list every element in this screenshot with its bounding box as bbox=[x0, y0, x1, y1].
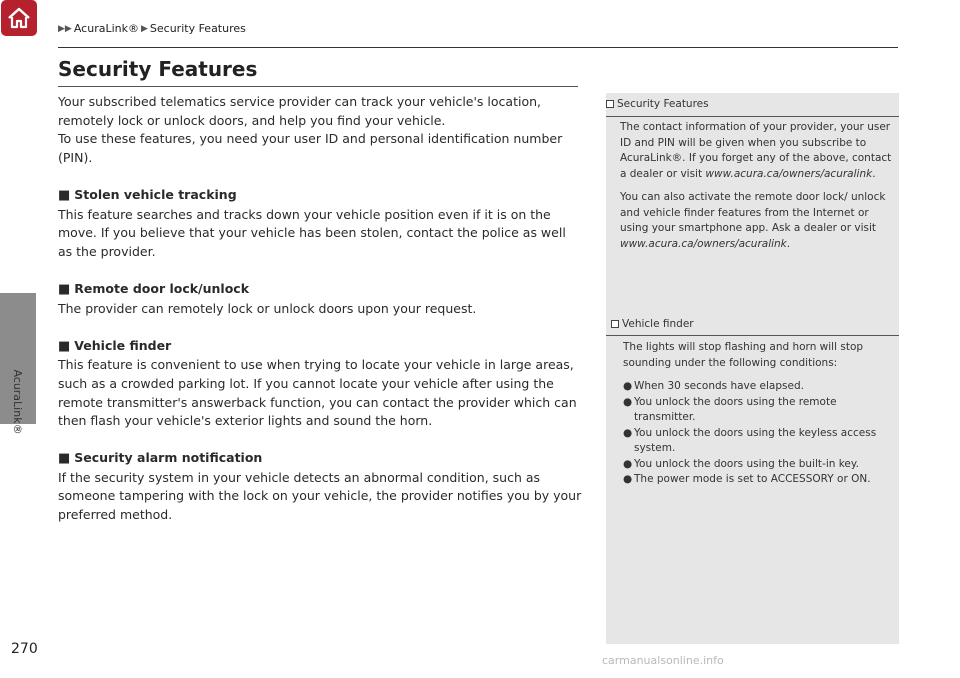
watermark: carmanualsonline.info bbox=[602, 654, 724, 667]
list-item: ● You unlock the doors using the built-in key. bbox=[623, 457, 891, 473]
square-bullet-icon: ■ bbox=[58, 338, 71, 354]
note-divider bbox=[606, 335, 899, 336]
square-bullet-icon: ■ bbox=[58, 187, 71, 203]
note-paragraph: The lights will stop flashing and horn will stop sounding under the following conditions: bbox=[623, 341, 864, 369]
breadcrumb-item[interactable]: Security Features bbox=[149, 22, 246, 35]
list-item: ● You unlock the doors using the keyless access system. bbox=[623, 426, 877, 454]
bullet-icon: ● bbox=[623, 473, 633, 485]
note-paragraph: You can also activate the remote door lock/ unlock and vehicle finder features from the Internet or using your smartphone app. Ask a dealer or visit www.acura.ca/owners/acuralink. bbox=[620, 191, 886, 250]
owners-link[interactable]: www.acura.ca/owners/acuralink bbox=[620, 237, 787, 250]
square-bullet-icon: ■ bbox=[58, 451, 71, 467]
note-title-vehicle-finder: Vehicle finder bbox=[611, 318, 694, 330]
header-divider bbox=[58, 47, 898, 48]
section-heading: ■ Stolen vehicle tracking bbox=[58, 186, 237, 203]
side-tab-label: AcuraLink® bbox=[11, 369, 25, 435]
main-content bbox=[58, 93, 583, 525]
breadcrumb-item[interactable]: AcuraLink® bbox=[73, 22, 139, 35]
bullet-icon: ● bbox=[623, 457, 633, 470]
intro-paragraph: To use these features, you need your user ID and personal identification number (PIN). bbox=[58, 131, 563, 165]
section-heading: ■ Security alarm notification bbox=[58, 450, 263, 467]
section-body: This feature searches and tracks down your vehicle position even if it is on the move. If you believe that your vehicle has been stolen, contact the police as well as the provider. bbox=[58, 206, 566, 259]
bullet-icon: ● bbox=[623, 426, 633, 439]
list-item: ● The power mode is set to ACCESSORY or ON. bbox=[623, 472, 891, 488]
section-body: This feature is convenient to use when trying to locate your vehicle in large areas, such as a crowded parking lot. If you cannot locate your vehicle after using the remote transmitter's answerback function, you can contact the provider which can then flash your vehicle's exterior lights and sound the horn. bbox=[58, 357, 577, 429]
list-item: ● You unlock the doors using the remote transmitter. bbox=[623, 395, 837, 423]
home-icon bbox=[6, 6, 32, 30]
owners-link[interactable]: www.acura.ca/owners/acuralink bbox=[705, 167, 873, 180]
section-body: If the security system in your vehicle detects an abnormal condition, such as someone tampering with the lock on your vehicle, the provider notifies you by your preferred method. bbox=[58, 469, 582, 523]
square-bullet-icon: ■ bbox=[58, 281, 71, 297]
breadcrumb-arrow-icon: ▶▶ bbox=[58, 23, 72, 34]
note-box-icon bbox=[606, 100, 614, 108]
note-divider bbox=[606, 116, 899, 117]
note-title-security: Security Features bbox=[606, 98, 709, 110]
list-item: ● When 30 seconds have elapsed. bbox=[623, 379, 891, 395]
title-divider bbox=[58, 86, 578, 87]
breadcrumb bbox=[58, 22, 246, 35]
breadcrumb-arrow-icon: ▶ bbox=[140, 23, 148, 34]
home-button[interactable] bbox=[1, 0, 37, 36]
bullet-icon: ● bbox=[623, 395, 633, 408]
section-heading: ■ Remote door lock/unlock bbox=[58, 280, 250, 297]
note-body-vehicle-finder bbox=[623, 340, 891, 488]
note-body-security bbox=[620, 120, 892, 260]
page-number: 270 bbox=[11, 641, 38, 657]
bullet-icon: ● bbox=[623, 380, 633, 392]
intro-paragraph: Your subscribed telematics service provider can track your vehicle's location, remotely lock or unlock doors, and help you find your vehicle. bbox=[58, 94, 541, 128]
note-paragraph: The contact information of your provider, your user ID and PIN will be given when you subscribe to AcuraLink®. If you forget any of the above, contact a dealer or visit www.acura.ca/owners/acuralink. bbox=[620, 121, 892, 180]
section-heading: ■ Vehicle finder bbox=[58, 337, 172, 354]
note-box-icon bbox=[611, 320, 619, 328]
note-bullet-list bbox=[623, 379, 891, 488]
section-body: The provider can remotely lock or unlock doors upon your request. bbox=[58, 300, 477, 316]
page-title: Security Features bbox=[58, 57, 258, 81]
